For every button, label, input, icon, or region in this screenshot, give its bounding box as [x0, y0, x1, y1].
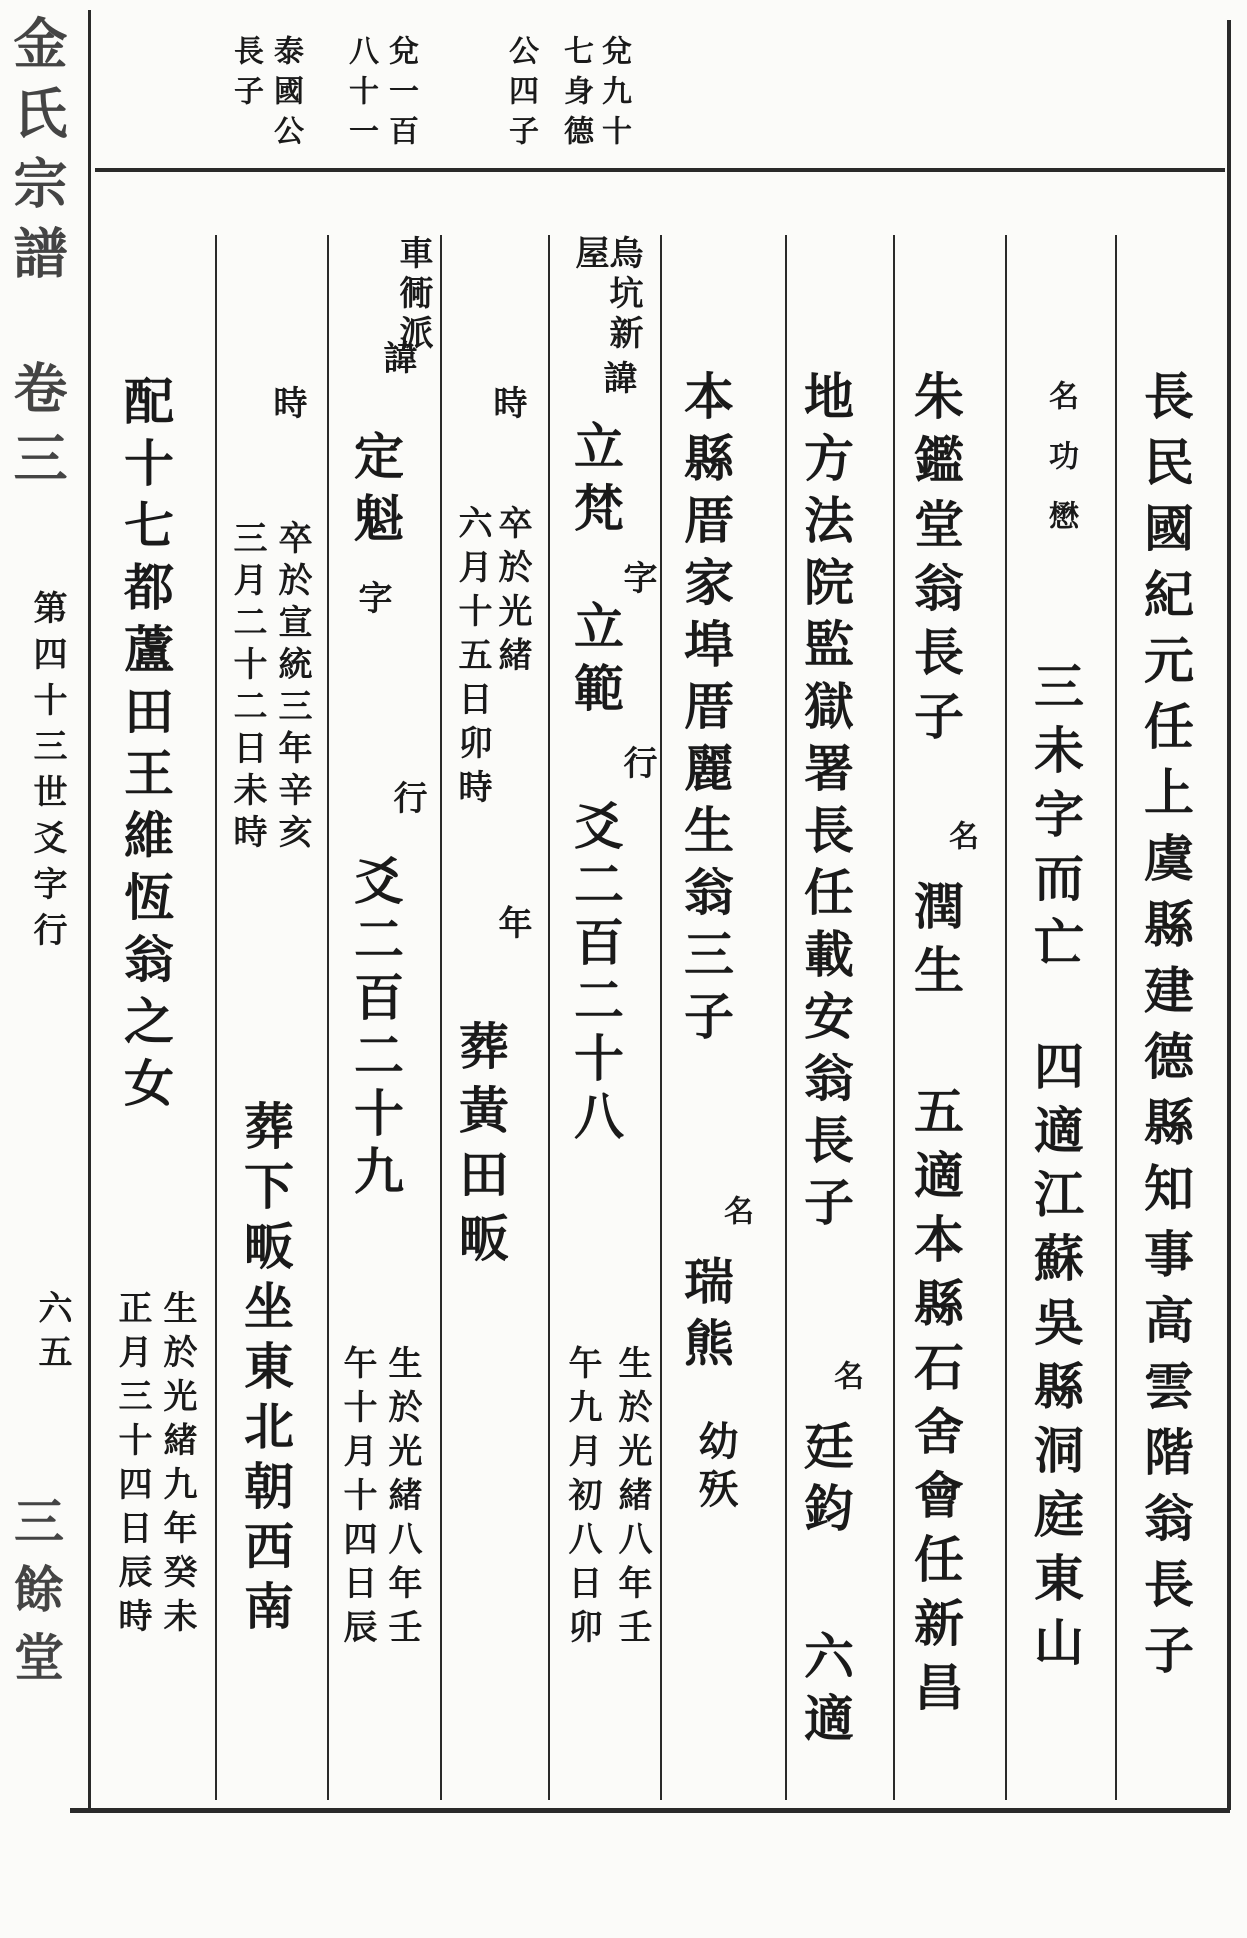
- top-note-line: 長子: [228, 35, 263, 115]
- col-4-main: 地方法院監獄署長任載安翁長子: [796, 370, 855, 1238]
- column-divider: [785, 235, 787, 1800]
- spine-hall: 三餘堂: [6, 1495, 65, 1699]
- col-3-tail: 五適本縣石舍會任新昌: [906, 1085, 965, 1725]
- col-6-birth-b: 午九月初八日卯: [562, 1345, 602, 1653]
- col-4-tail: 六適: [796, 1630, 855, 1754]
- col-7-burial: 葬黃田畈: [451, 1020, 510, 1276]
- col-10-main: 配十七都蘆田王維恆翁之女: [116, 375, 175, 1119]
- col-6-zi: 字: [617, 560, 657, 600]
- column-divider: [660, 235, 662, 1800]
- top-note-line: 泰國公: [268, 35, 303, 155]
- column-divider: [1005, 235, 1007, 1800]
- col-8-zi: 字: [352, 580, 392, 620]
- col-4-ming: 名: [828, 1360, 863, 1394]
- col-6-birth-a: 生於光緒八年壬: [612, 1345, 652, 1653]
- col-9-shi: 時: [267, 385, 307, 425]
- col-8-birth-a: 生於光緒八年壬: [382, 1345, 422, 1653]
- col-7-nian: 年: [492, 905, 532, 945]
- col-5-main: 本縣厝家埠厝麗生翁三子: [676, 370, 735, 1052]
- column-divider: [327, 235, 329, 1800]
- col-3-name: 潤生: [906, 880, 965, 1008]
- col-5-ming: 名: [718, 1195, 753, 1229]
- col-6-zi-value: 立範: [566, 600, 625, 724]
- col-7-shi: 時: [487, 385, 527, 425]
- spine-generation: 第四十三世爻字行: [27, 590, 67, 958]
- column-divider: [215, 235, 217, 1800]
- col-9-death-b: 三月二十二日未時: [227, 520, 267, 856]
- col-4-name: 廷鈞: [796, 1420, 855, 1544]
- col-2-ming: 名功懋: [1043, 380, 1078, 560]
- col-2-main: 三未字而亡: [1026, 660, 1085, 980]
- bottom-rule: [70, 1808, 1230, 1813]
- top-note-line: 兌一百: [383, 35, 418, 155]
- col-7-death-b: 六月十五日卯時: [452, 505, 492, 813]
- col-8-place: 車衕派: [393, 235, 433, 355]
- top-note-line: 七身德: [558, 35, 593, 155]
- top-rule: [95, 168, 1225, 172]
- col-2-tail: 四適江蘇吳縣洞庭東山: [1026, 1040, 1085, 1680]
- col-5-tail: 幼殀: [692, 1420, 739, 1516]
- col-6-name: 立梵: [566, 420, 625, 544]
- col-1-text: 長民國紀元任上虞縣建德縣知事高雲階翁長子: [1136, 370, 1195, 1690]
- col-7-death-a: 卒於光緒: [492, 505, 532, 681]
- col-10-birth-b: 正月三十四日辰時: [112, 1290, 152, 1642]
- col-6-hui: 諱: [597, 360, 637, 400]
- spine-divider: [88, 10, 91, 1810]
- col-3-head: 朱鑑堂翁長子: [906, 370, 965, 754]
- spine-title: 金氏宗譜: [5, 15, 69, 295]
- col-9-death-a: 卒於宣統三年辛亥: [272, 520, 312, 856]
- col-5-name: 瑞熊: [676, 1255, 735, 1379]
- col-8-hang: 行: [387, 780, 427, 820]
- col-6-hang: 行: [617, 745, 657, 785]
- spine-volume: 卷三: [5, 360, 69, 500]
- column-divider: [1115, 235, 1117, 1800]
- spine-page-number: 六五: [32, 1290, 72, 1378]
- col-8-hui: 諱: [377, 340, 417, 380]
- top-note-line: 八十一: [343, 35, 378, 155]
- col-8-hang-value: 爻二百二十九: [346, 855, 405, 1203]
- column-divider: [548, 235, 550, 1800]
- col-10-birth-a: 生於光緒九年癸未: [157, 1290, 197, 1642]
- col-9-burial: 葬下畈坐東北朝西南: [236, 1100, 295, 1640]
- col-6-place: 烏坑新屋: [569, 235, 643, 355]
- top-note-line: 兌九十: [596, 35, 631, 155]
- right-border: [1227, 20, 1231, 1810]
- col-8-birth-b: 午十月十四日辰: [337, 1345, 377, 1653]
- top-note-line: 公四子: [503, 35, 538, 155]
- column-divider: [893, 235, 895, 1800]
- column-divider: [440, 235, 442, 1800]
- col-8-name: 定魁: [346, 430, 405, 554]
- col-3-ming: 名: [943, 820, 978, 854]
- col-6-hang-value: 爻二百二十八: [566, 800, 625, 1148]
